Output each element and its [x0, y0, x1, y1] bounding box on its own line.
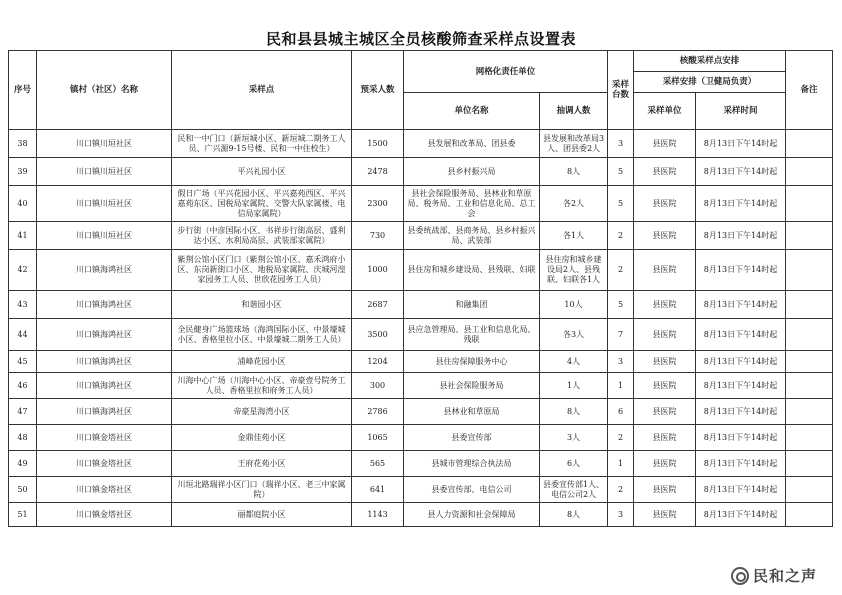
cell-unit-name: 县发展和改革局、团县委	[404, 130, 540, 158]
cell-community: 川口镇海鸿社区	[37, 291, 172, 319]
cell-site: 丽都庭院小区	[172, 503, 352, 527]
watermark	[728, 564, 820, 587]
cell-sampling-unit: 县医院	[634, 250, 696, 291]
cell-expected: 1000	[352, 250, 404, 291]
cell-sampling-unit: 县医院	[634, 186, 696, 222]
cell-sampling-time: 8月13日下午14时起	[696, 186, 786, 222]
table-row	[9, 250, 833, 291]
cell-community: 川口镇川垣社区	[37, 130, 172, 158]
cell-community: 川口镇金塔社区	[37, 425, 172, 451]
cell-staff: 4人	[540, 351, 608, 373]
cell-unit-name: 县住房和城乡建设局、县残联、妇联	[404, 250, 540, 291]
cell-index: 46	[9, 373, 37, 399]
cell-expected: 2300	[352, 186, 404, 222]
cell-sampling-time: 8月13日下午14时起	[696, 130, 786, 158]
cell-stations: 5	[608, 158, 634, 186]
cell-unit-name: 县委统战部、县商务局、县乡村振兴局、武装部	[404, 222, 540, 250]
cell-site: 川垣北路瑞祥小区门口（瑞祥小区、老三中家属院）	[172, 477, 352, 503]
cell-remarks	[786, 250, 833, 291]
cell-staff: 县住房和城乡建设局2人、县残联、妇联各1人	[540, 250, 608, 291]
cell-staff: 8人	[540, 503, 608, 527]
header-grid-unit: 网格化责任单位	[404, 51, 608, 93]
table-row	[9, 399, 833, 425]
table-row	[9, 503, 833, 527]
cell-community: 川口镇海鸿社区	[37, 373, 172, 399]
cell-remarks	[786, 399, 833, 425]
cell-site: 帝豪星海湾小区	[172, 399, 352, 425]
cell-expected: 300	[352, 373, 404, 399]
cell-unit-name: 县林业和草原局	[404, 399, 540, 425]
cell-unit-name: 县委宣传部、电信公司	[404, 477, 540, 503]
cell-unit-name: 和融集团	[404, 291, 540, 319]
header-sampling-time: 采样时间	[696, 93, 786, 130]
header-staff-count: 抽调人数	[540, 93, 608, 130]
table-row	[9, 351, 833, 373]
cell-site: 川海中心广场（川海中心小区、帝豪壹号院务工人员、香格里拉和府务工人员）	[172, 373, 352, 399]
cell-stations: 7	[608, 319, 634, 351]
cell-community: 川口镇金塔社区	[37, 451, 172, 477]
cell-stations: 5	[608, 186, 634, 222]
header-site: 采样点	[172, 51, 352, 130]
cell-index: 48	[9, 425, 37, 451]
cell-unit-name: 县应急管理局、县工业和信息化局、残联	[404, 319, 540, 351]
table-row	[9, 477, 833, 503]
header-health-bureau: 采样安排（卫健局负责）	[634, 72, 786, 93]
cell-index: 39	[9, 158, 37, 186]
cell-sampling-unit: 县医院	[634, 399, 696, 425]
cell-site: 王府花苑小区	[172, 451, 352, 477]
sampling-site-table	[8, 50, 833, 527]
cell-sampling-time: 8月13日下午14时起	[696, 425, 786, 451]
wechat-channel-icon	[731, 567, 749, 585]
cell-community: 川口镇川垣社区	[37, 186, 172, 222]
cell-remarks	[786, 503, 833, 527]
cell-stations: 2	[608, 425, 634, 451]
cell-remarks	[786, 373, 833, 399]
cell-staff: 各3人	[540, 319, 608, 351]
cell-sampling-unit: 县医院	[634, 373, 696, 399]
cell-index: 45	[9, 351, 37, 373]
cell-remarks	[786, 351, 833, 373]
table-row	[9, 451, 833, 477]
header-index: 序号	[9, 51, 37, 130]
cell-index: 38	[9, 130, 37, 158]
cell-stations: 2	[608, 250, 634, 291]
cell-sampling-time: 8月13日下午14时起	[696, 291, 786, 319]
cell-index: 51	[9, 503, 37, 527]
cell-remarks	[786, 319, 833, 351]
cell-sampling-unit: 县医院	[634, 319, 696, 351]
cell-site: 全民健身广场篮球场（海鸿国际小区、中景壕城小区、香格里拉小区、中景壕城二期务工人员）	[172, 319, 352, 351]
cell-index: 43	[9, 291, 37, 319]
cell-remarks	[786, 451, 833, 477]
cell-expected: 1204	[352, 351, 404, 373]
cell-site: 浦峰花园小区	[172, 351, 352, 373]
cell-community: 川口镇海鸿社区	[37, 351, 172, 373]
table-row	[9, 319, 833, 351]
cell-stations: 3	[608, 503, 634, 527]
cell-site: 金鼎佳苑小区	[172, 425, 352, 451]
cell-stations: 2	[608, 222, 634, 250]
header-stations: 采样台数	[608, 51, 634, 130]
cell-index: 50	[9, 477, 37, 503]
header-expected: 预采人数	[352, 51, 404, 130]
cell-remarks	[786, 477, 833, 503]
table-row	[9, 425, 833, 451]
cell-community: 川口镇川垣社区	[37, 158, 172, 186]
cell-sampling-unit: 县医院	[634, 222, 696, 250]
cell-stations: 5	[608, 291, 634, 319]
cell-staff: 10人	[540, 291, 608, 319]
cell-unit-name: 县人力资源和社会保障局	[404, 503, 540, 527]
cell-remarks	[786, 222, 833, 250]
cell-staff: 8人	[540, 399, 608, 425]
cell-unit-name: 县社会保险服务局	[404, 373, 540, 399]
cell-staff: 各1人	[540, 222, 608, 250]
cell-site: 假日广场（平兴花园小区、平兴嘉苑西区、平兴嘉苑东区、国税局家属院、交警大队家属楼、电信局家属院）	[172, 186, 352, 222]
cell-site: 平兴礼园小区	[172, 158, 352, 186]
cell-sampling-unit: 县医院	[634, 425, 696, 451]
cell-sampling-unit: 县医院	[634, 130, 696, 158]
cell-unit-name: 县住房保障服务中心	[404, 351, 540, 373]
cell-site: 步行街（中彦国际小区、书祥步行街高层、盛利达小区、水利局高层、武装部家属院）	[172, 222, 352, 250]
cell-community: 川口镇海鸿社区	[37, 250, 172, 291]
cell-unit-name: 县乡村振兴局	[404, 158, 540, 186]
cell-site: 和谐园小区	[172, 291, 352, 319]
cell-unit-name: 县社会保险服务局、县林业和草原局、税务局、工业和信息化局、总工会	[404, 186, 540, 222]
cell-staff: 各2人	[540, 186, 608, 222]
cell-index: 44	[9, 319, 37, 351]
cell-staff: 6人	[540, 451, 608, 477]
cell-expected: 2687	[352, 291, 404, 319]
cell-unit-name: 县城市管理综合执法局	[404, 451, 540, 477]
table-row	[9, 130, 833, 158]
cell-community: 川口镇金塔社区	[37, 503, 172, 527]
cell-sampling-time: 8月13日下午14时起	[696, 158, 786, 186]
cell-sampling-time: 8月13日下午14时起	[696, 250, 786, 291]
cell-stations: 2	[608, 477, 634, 503]
cell-sampling-time: 8月13日下午14时起	[696, 503, 786, 527]
cell-remarks	[786, 186, 833, 222]
cell-unit-name: 县委宣传部	[404, 425, 540, 451]
cell-expected: 2786	[352, 399, 404, 425]
cell-sampling-unit: 县医院	[634, 477, 696, 503]
table-row	[9, 291, 833, 319]
cell-sampling-unit: 县医院	[634, 503, 696, 527]
cell-sampling-time: 8月13日下午14时起	[696, 351, 786, 373]
cell-index: 42	[9, 250, 37, 291]
cell-staff: 8人	[540, 158, 608, 186]
cell-expected: 3500	[352, 319, 404, 351]
cell-stations: 3	[608, 351, 634, 373]
cell-index: 40	[9, 186, 37, 222]
cell-sampling-unit: 县医院	[634, 291, 696, 319]
header-unit-name: 单位名称	[404, 93, 540, 130]
cell-sampling-time: 8月13日下午14时起	[696, 451, 786, 477]
cell-expected: 1500	[352, 130, 404, 158]
watermark-text: 民和之声	[752, 567, 817, 585]
cell-stations: 3	[608, 130, 634, 158]
cell-staff: 1人	[540, 373, 608, 399]
cell-expected: 730	[352, 222, 404, 250]
cell-remarks	[786, 291, 833, 319]
cell-site: 民和一中门口（新垣城小区、新垣城二期务工人员、广兴源9-15号楼、民和一中住校生）	[172, 130, 352, 158]
cell-sampling-unit: 县医院	[634, 351, 696, 373]
table-row	[9, 186, 833, 222]
table-row	[9, 158, 833, 186]
cell-remarks	[786, 130, 833, 158]
cell-expected: 2478	[352, 158, 404, 186]
cell-stations: 6	[608, 399, 634, 425]
cell-expected: 1065	[352, 425, 404, 451]
header-arrangement: 核酸采样点安排	[634, 51, 786, 72]
cell-expected: 565	[352, 451, 404, 477]
cell-sampling-time: 8月13日下午14时起	[696, 477, 786, 503]
table-title: 民和县县城主城区全员核酸筛查采样点设置表	[265, 30, 576, 48]
table-row	[9, 373, 833, 399]
table-row	[9, 222, 833, 250]
cell-site: 紫荆公馆小区门口（紫荆公馆小区、嘉禾鸿府小区、东岗新街口小区、地税局家属院、庆城河湟家园务工人员、世欣花园务工人员）	[172, 250, 352, 291]
header-remarks: 备注	[786, 51, 833, 130]
cell-sampling-time: 8月13日下午14时起	[696, 373, 786, 399]
cell-community: 川口镇海鸿社区	[37, 399, 172, 425]
cell-community: 川口镇海鸿社区	[37, 319, 172, 351]
cell-staff: 县发展和改革局3人、团县委2人	[540, 130, 608, 158]
cell-expected: 1143	[352, 503, 404, 527]
cell-community: 川口镇川垣社区	[37, 222, 172, 250]
cell-staff: 县委宣传部1人、电信公司2人	[540, 477, 608, 503]
cell-stations: 1	[608, 451, 634, 477]
cell-remarks	[786, 158, 833, 186]
cell-index: 47	[9, 399, 37, 425]
cell-sampling-time: 8月13日下午14时起	[696, 222, 786, 250]
cell-sampling-time: 8月13日下午14时起	[696, 319, 786, 351]
header-community: 镇村（社区）名称	[37, 51, 172, 130]
cell-community: 川口镇金塔社区	[37, 477, 172, 503]
cell-sampling-unit: 县医院	[634, 158, 696, 186]
cell-index: 49	[9, 451, 37, 477]
cell-sampling-time: 8月13日下午14时起	[696, 399, 786, 425]
cell-sampling-unit: 县医院	[634, 451, 696, 477]
cell-remarks	[786, 425, 833, 451]
cell-stations: 1	[608, 373, 634, 399]
cell-expected: 641	[352, 477, 404, 503]
cell-index: 41	[9, 222, 37, 250]
header-sampling-unit: 采样单位	[634, 93, 696, 130]
cell-staff: 3人	[540, 425, 608, 451]
